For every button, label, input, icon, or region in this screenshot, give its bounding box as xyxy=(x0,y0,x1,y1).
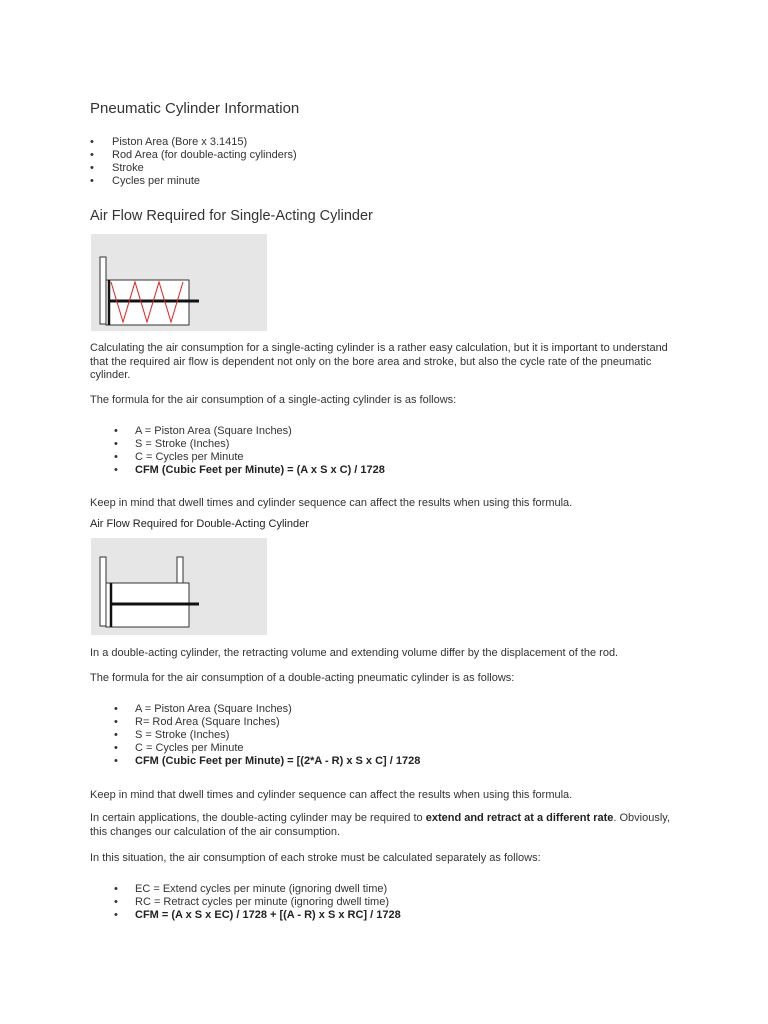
different-rate-text-start: In certain applications, the double-acting cylinder may be required to xyxy=(90,812,426,824)
double-acting-cylinder-diagram xyxy=(91,538,267,635)
single-acting-note: Keep in mind that dwell times and cylinder sequence can affect the results when using this formula. xyxy=(90,497,573,509)
single-acting-intro: Calculating the air consumption for a single-acting cylinder is a rather easy calculation, but it is important to understand that the required air flow is dependent not only on the bore area and stroke, but also the cycle rate of the pneumatic cylinder. xyxy=(90,342,668,381)
list-item: • Piston Area (Bore x 3.1415) xyxy=(90,136,297,149)
single-acting-variables xyxy=(114,425,385,477)
double-acting-intro: In a double-acting cylinder, the retracting volume and extending volume differ by the displacement of the rod. xyxy=(90,647,619,659)
list-item: • A = Piston Area (Square Inches) xyxy=(114,703,420,716)
list-item xyxy=(114,464,385,477)
separate-calculation-variables xyxy=(114,883,401,922)
single-acting-heading: Air Flow Required for Single-Acting Cylinder xyxy=(90,208,373,224)
list-item: • EC = Extend cycles per minute (ignoring dwell time) xyxy=(114,883,401,896)
list-item: • R= Rod Area (Square Inches) xyxy=(114,716,420,729)
different-rate-text-end: . Obviously, this changes our calculation of the air consumption. xyxy=(90,812,671,838)
separate-calculation-formula: CFM = (A x S x EC) / 1728 + [(A - R) x S x RC] / 1728 xyxy=(135,909,401,921)
page-title: Pneumatic Cylinder Information xyxy=(90,100,300,117)
single-acting-cylinder-diagram xyxy=(91,234,267,331)
single-acting-formula: CFM (Cubic Feet per Minute) = (A x S x C) / 1728 xyxy=(135,464,385,476)
list-item xyxy=(114,755,420,768)
different-rate-paragraph xyxy=(90,812,680,839)
double-acting-formula-intro: The formula for the air consumption of a double-acting pneumatic cylinder is as follows: xyxy=(90,672,515,684)
list-item: • Rod Area (for double-acting cylinders) xyxy=(90,149,297,162)
list-item: • RC = Retract cycles per minute (ignoring dwell time) xyxy=(114,896,401,909)
list-item: • C = Cycles per Minute xyxy=(114,742,420,755)
double-acting-variables xyxy=(114,703,420,768)
list-item: • Stroke xyxy=(90,162,297,175)
info-list xyxy=(90,136,297,188)
separate-calculation-intro: In this situation, the air consumption of each stroke must be calculated separately as follows: xyxy=(90,852,541,864)
list-item: • S = Stroke (Inches) xyxy=(114,438,385,451)
double-acting-formula: CFM (Cubic Feet per Minute) = [(2*A - R) x S x C] / 1728 xyxy=(135,755,421,767)
list-item xyxy=(114,909,401,922)
single-acting-formula-intro: The formula for the air consumption of a single-acting cylinder is as follows: xyxy=(90,394,457,406)
double-acting-note: Keep in mind that dwell times and cylinder sequence can affect the results when using this formula. xyxy=(90,789,573,801)
double-acting-heading: Air Flow Required for Double-Acting Cylinder xyxy=(90,518,309,530)
different-rate-emphasis: extend and retract at a different rate xyxy=(425,812,614,824)
list-item: • Cycles per minute xyxy=(90,175,297,188)
list-item: • C = Cycles per Minute xyxy=(114,451,385,464)
list-item: • A = Piston Area (Square Inches) xyxy=(114,425,385,438)
list-item: • S = Stroke (Inches) xyxy=(114,729,420,742)
